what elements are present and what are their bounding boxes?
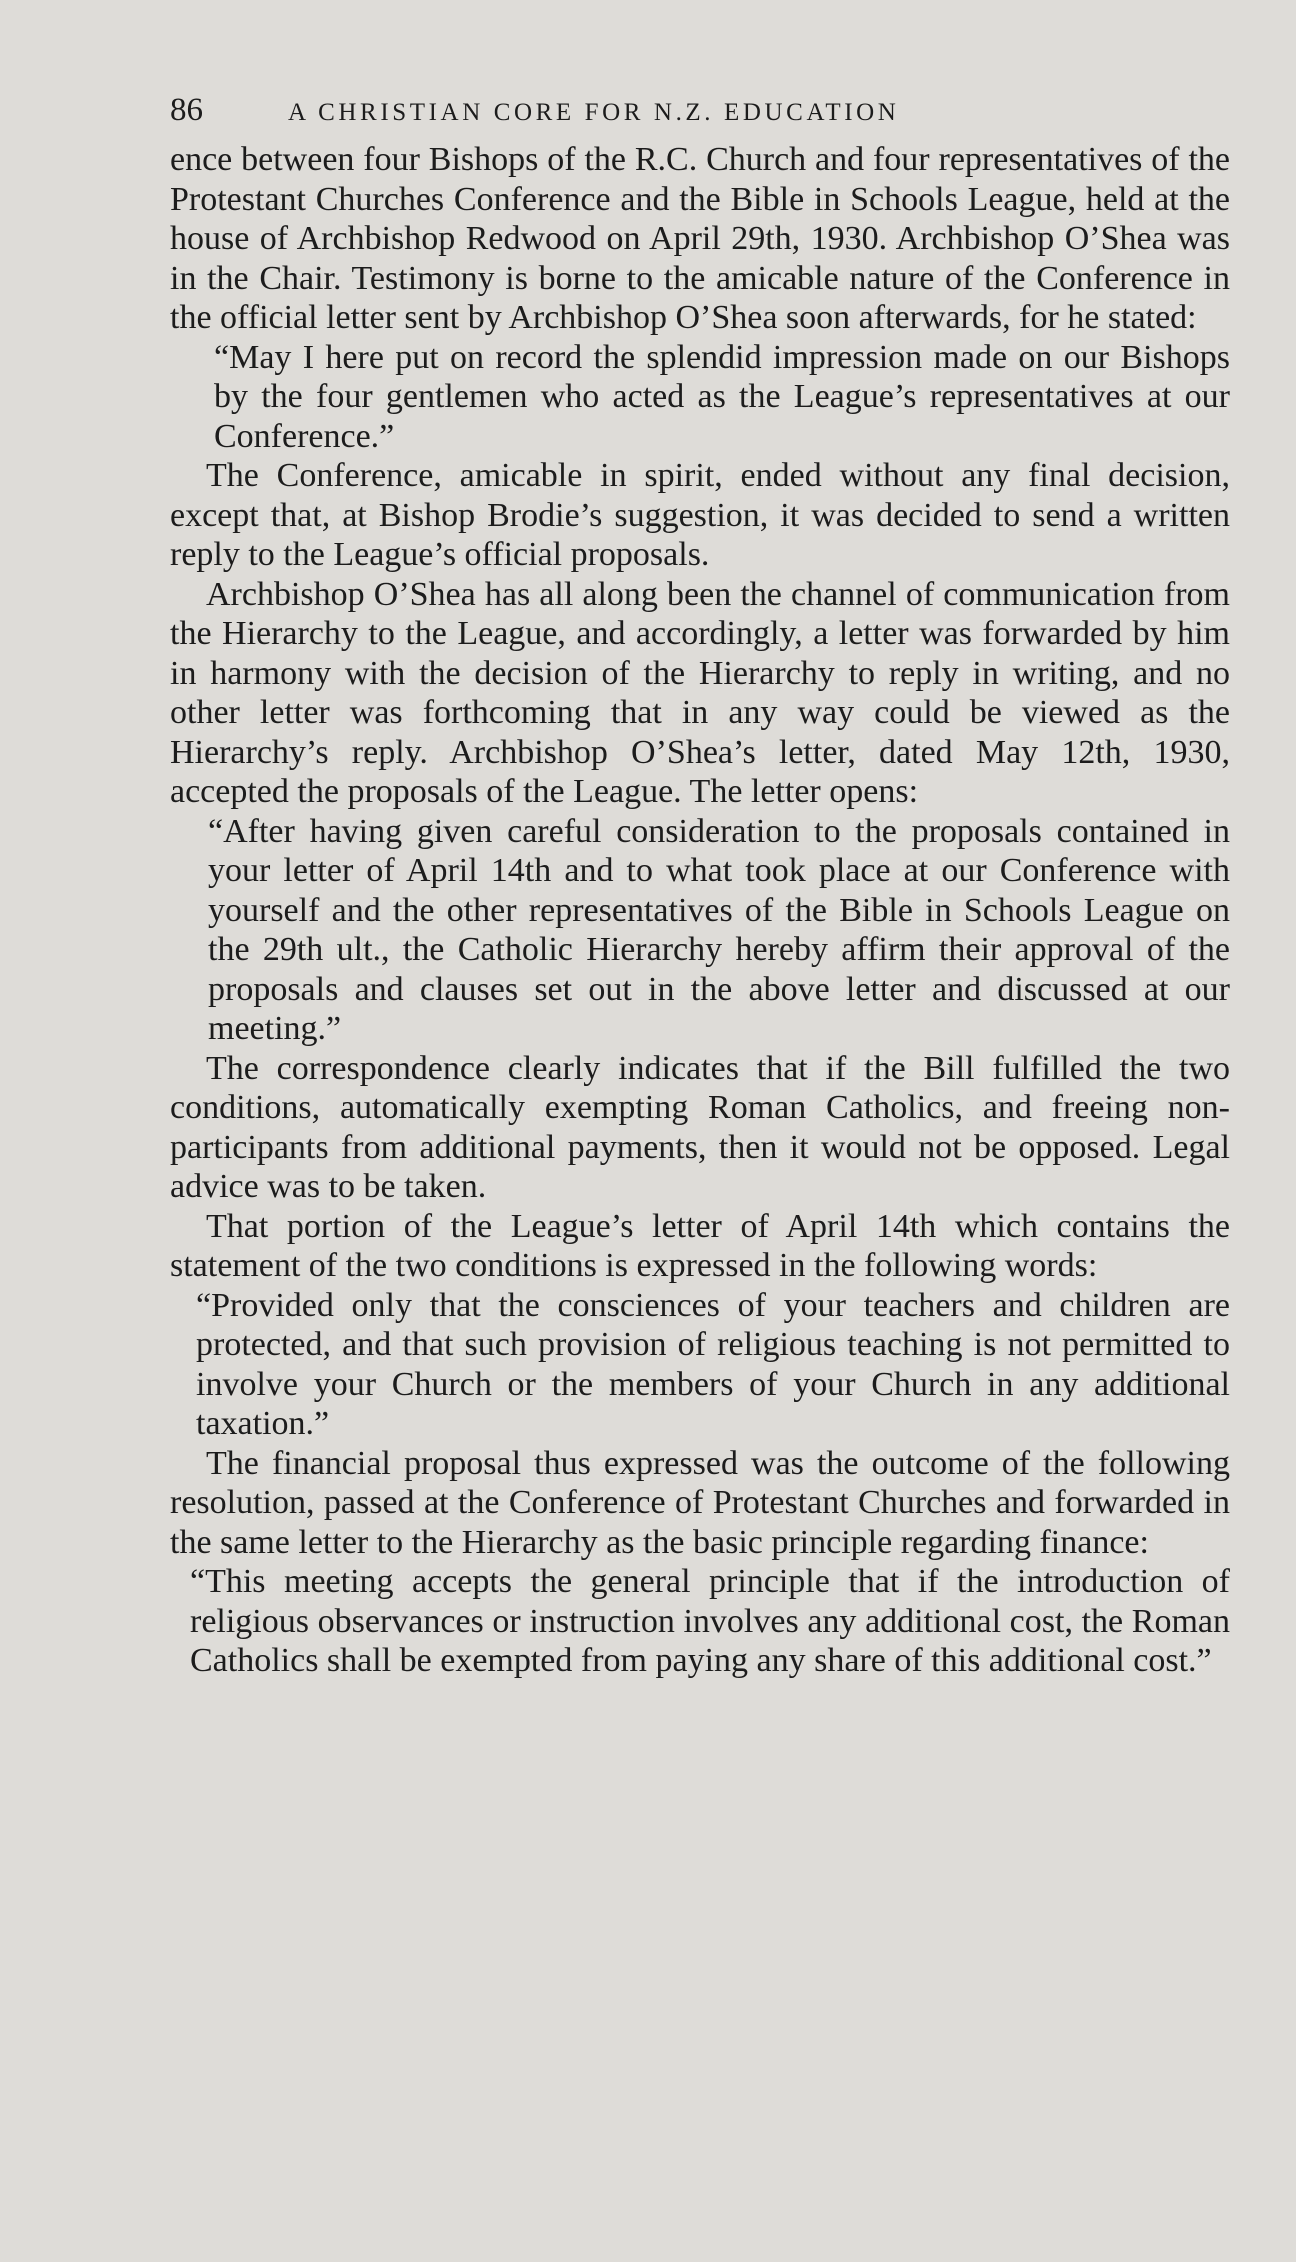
block-quote: “May I here put on record the splendid impression made on our Bishops by the four gentlemen who acted as the League’s representatives at our Conference.” [214, 338, 1230, 455]
block-quote: “After having given careful consideration to the proposals contained in your letter of April 14th and to what took place at our Conference with yourself and the other representatives of the Bible in Schools League on the 29th ult., the Catholic Hierarchy hereby affirm their approval of the proposals and clauses set out in the above letter and discussed at our meeting.” [208, 812, 1230, 1047]
paragraph-continued: ence between four Bishops of the R.C. Church and four representatives of the Protestant Churches Conference and the Bible in Schools League, held at the house of Archbishop Redwood on April 29th, 1930. Archbishop O’Shea was in the Chair. Testimony is borne to the amicable nature of the Conference in the official letter sent by Archbishop O’Shea soon afterwards, for he stated: [170, 141, 1230, 336]
running-head [170, 92, 1230, 132]
paragraph: The Conference, amicable in spirit, ended without any final decision, except that, at Bishop Brodie’s suggestion, it was decided to send a written reply to the League’s official proposals. [170, 457, 1230, 573]
paragraph: That portion of the League’s letter of April 14th which contains the statement of the two conditions is expressed in the following words: [170, 1207, 1230, 1284]
paragraph: Archbishop O’Shea has all along been the channel of communication from the Hierarchy to the League, and accordingly, a letter was forwarded by him in harmony with the decision of the Hierarchy to reply in writing, and no other letter was forthcoming that in any way could be viewed as the Hierarchy’s reply. Archbishop O’Shea’s letter, dated May 12th, 1930, accepted the proposals of the League. The letter opens: [170, 575, 1230, 810]
block-quote: “This meeting accepts the general principle that if the introduction of religious observances or instruction involves any additional cost, the Roman Catholics shall be exempted from paying any share of this additional cost.” [190, 1563, 1230, 1679]
book-page [170, 92, 1230, 1681]
paragraph: The correspondence clearly indicates that if the Bill fulfilled the two conditions, automatically exempting Roman Catholics, and freeing non-participants from additional payments, then it would not be opposed. Legal advice was to be taken. [170, 1049, 1230, 1205]
running-title: A CHRISTIAN CORE FOR N.Z. EDUCATION [288, 99, 900, 126]
body-text [170, 140, 1230, 1681]
page-number: 86 [170, 92, 203, 128]
paragraph: The financial proposal thus expressed was the outcome of the following resolution, passed at the Conference of Protestant Churches and forwarded in the same letter to the Hierarchy as the basic principle regarding finance: [170, 1444, 1230, 1561]
block-quote: “Provided only that the consciences of your teachers and children are protected, and that such provision of religious teaching is not permitted to involve your Church or the members of your Church in any additional taxation.” [196, 1286, 1230, 1442]
